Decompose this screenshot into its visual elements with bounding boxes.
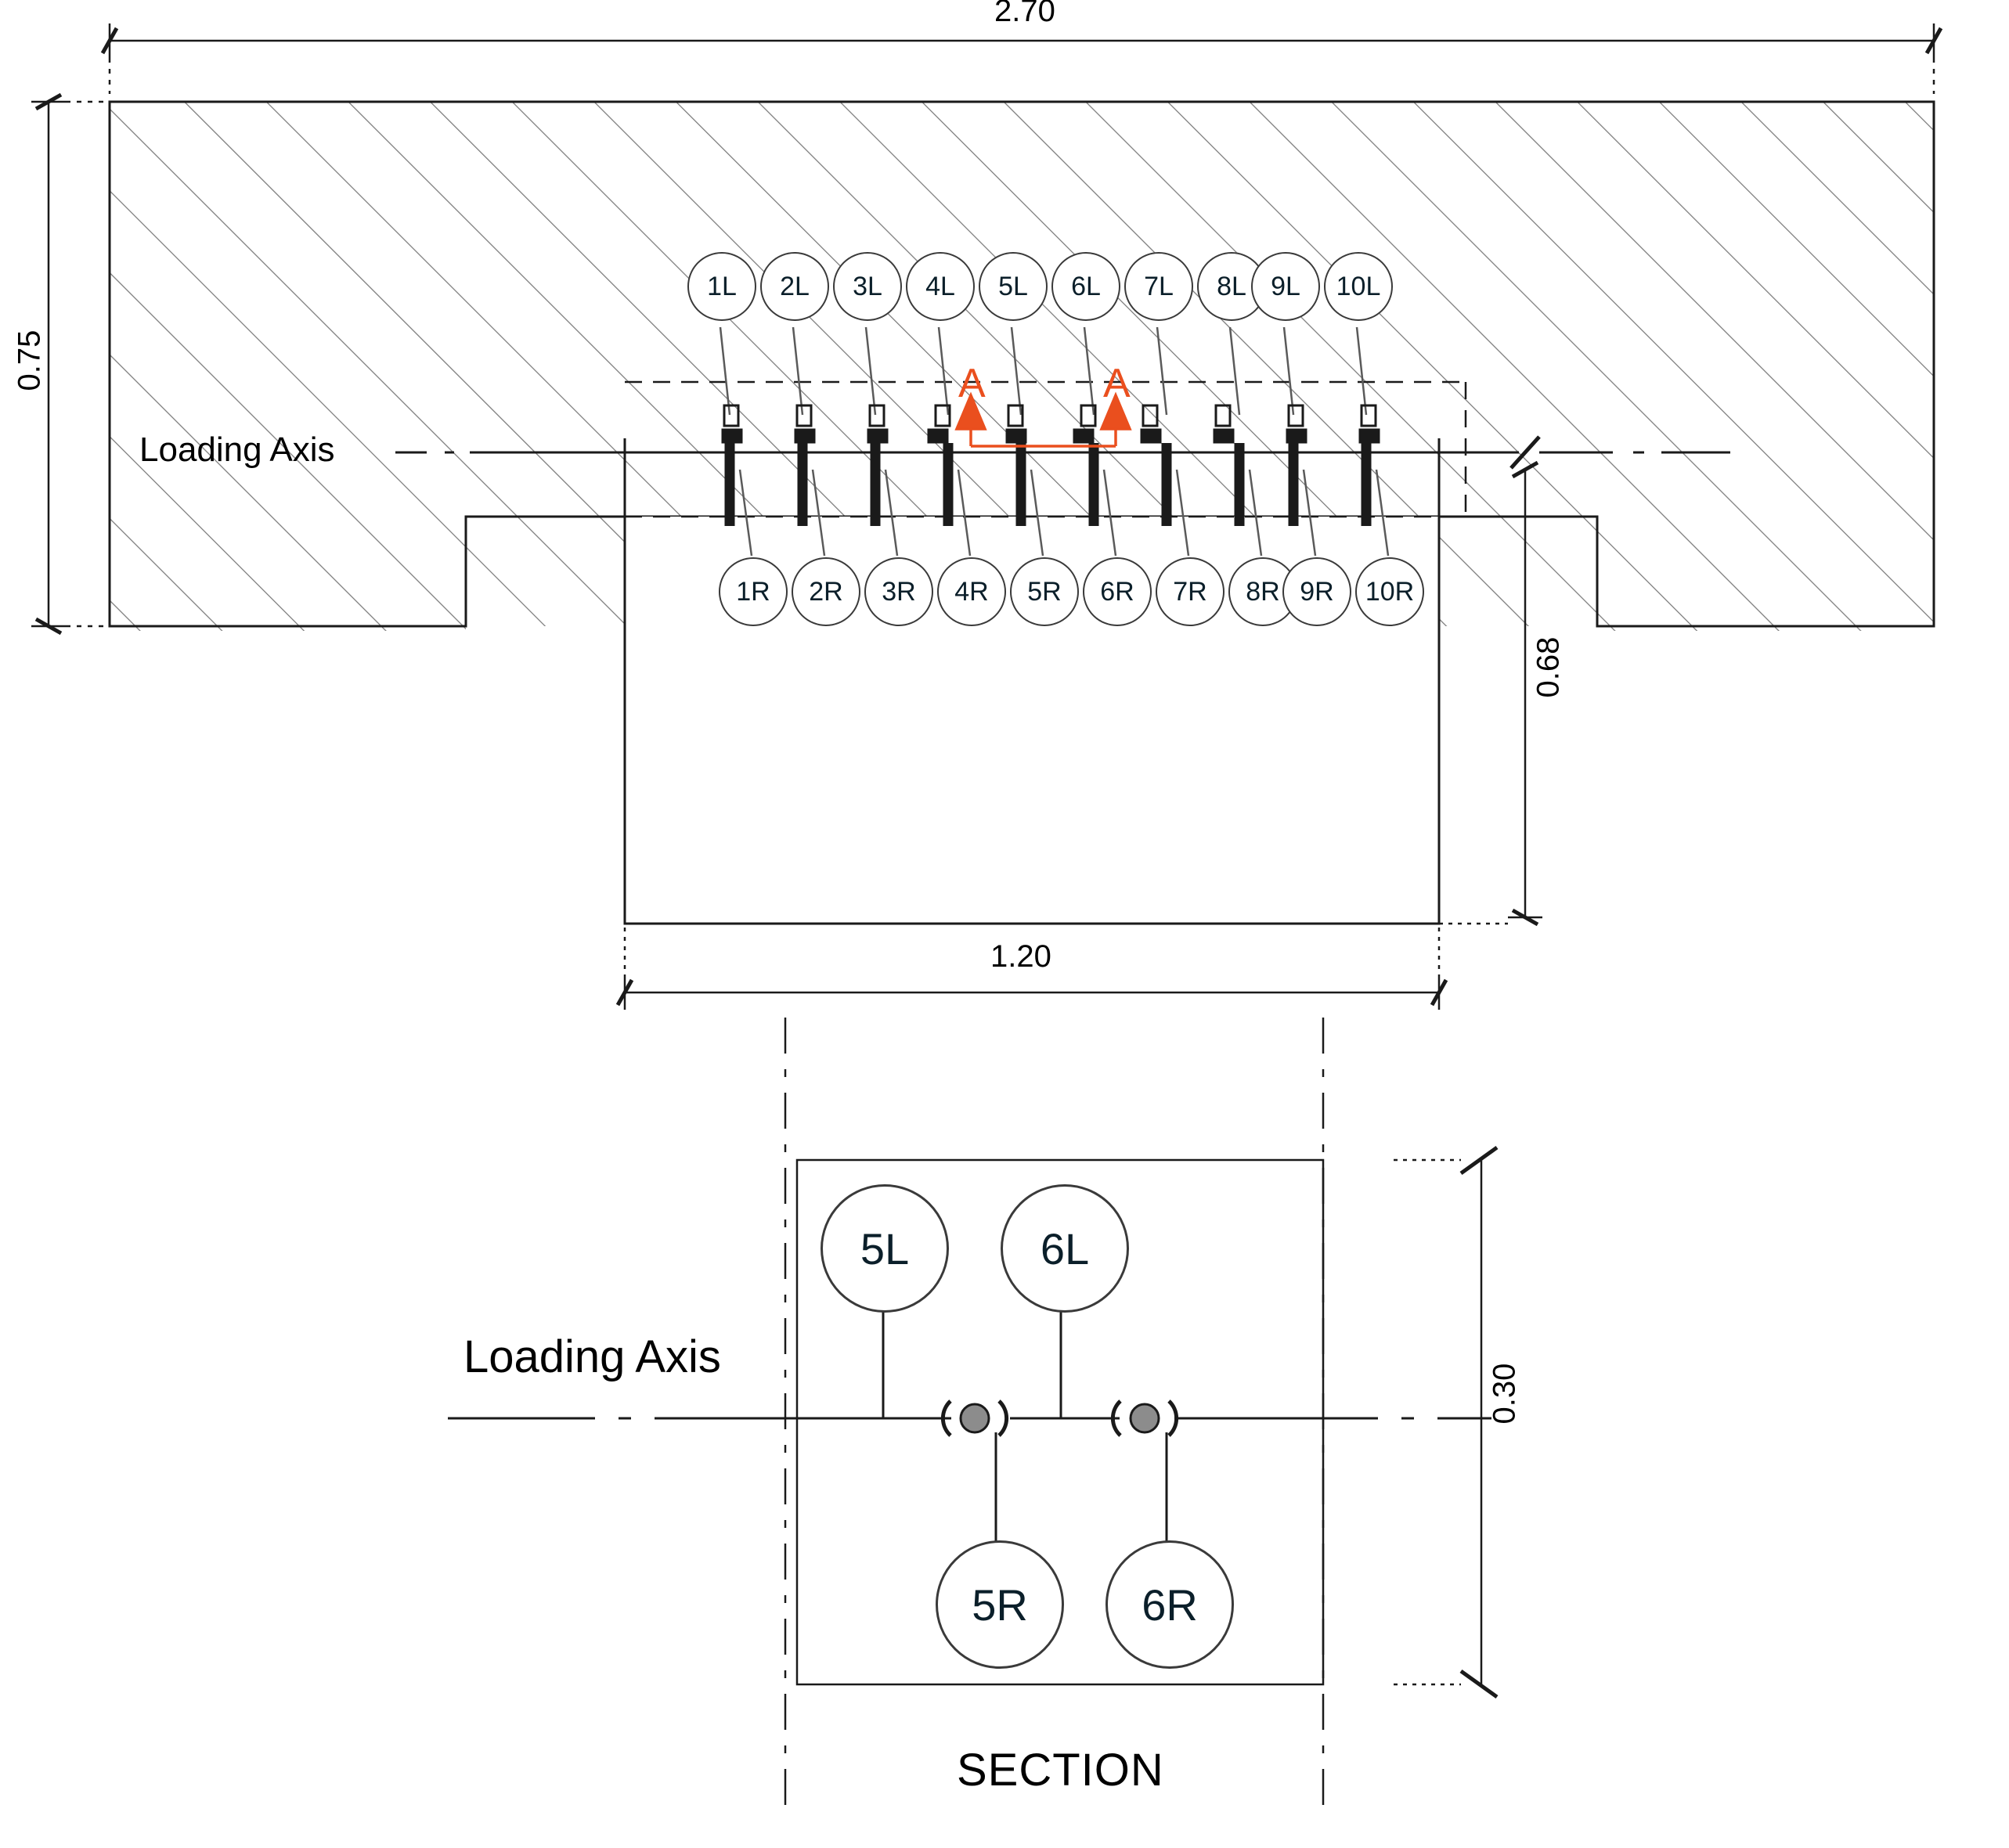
gauge-tag-3R[interactable]: 3R (864, 557, 933, 626)
gauge-tag-6L[interactable]: 6L (1051, 252, 1120, 321)
section-vertical-guides (785, 1018, 1323, 1816)
gauge-tag-2L[interactable]: 2L (760, 252, 829, 321)
section-gauge-leaders (883, 1299, 1167, 1546)
gauge-tag-2R[interactable]: 2R (792, 557, 860, 626)
dimension-section-height-value: 0.30 (1487, 1363, 1522, 1425)
gauge-tag-10L[interactable]: 10L (1324, 252, 1393, 321)
gauge-tag-3L[interactable]: 3L (833, 252, 902, 321)
section-gauge-tag-6R[interactable]: 6R (1105, 1540, 1234, 1669)
gauge-tag-1R[interactable]: 1R (719, 557, 788, 626)
gauge-tag-6R[interactable]: 6R (1083, 557, 1152, 626)
gauge-tag-10R[interactable]: 10R (1355, 557, 1424, 626)
section-view-title: SECTION (957, 1745, 1164, 1796)
gauge-tag-5L[interactable]: 5L (979, 252, 1048, 321)
gauge-tag-8R[interactable]: 8R (1228, 557, 1297, 626)
section-gauge-tag-6L[interactable]: 6L (1001, 1184, 1129, 1313)
dimension-top-width-value: 2.70 (994, 0, 1055, 28)
gauge-tag-7L[interactable]: 7L (1124, 252, 1193, 321)
section-mark-left-label: A (958, 361, 986, 406)
gauge-tag-7R[interactable]: 7R (1156, 557, 1225, 626)
loading-axis-label-section: Loading Axis (463, 1331, 721, 1382)
gauge-tag-9L[interactable]: 9L (1251, 252, 1320, 321)
section-mark-right-label: A (1103, 361, 1131, 406)
gauge-tag-1L[interactable]: 1L (687, 252, 756, 321)
gauge-tag-4R[interactable]: 4R (937, 557, 1006, 626)
dimension-web-depth-value: 0.68 (1531, 636, 1566, 698)
section-gauge-tag-5R[interactable]: 5R (936, 1540, 1064, 1669)
gauge-tag-4L[interactable]: 4L (906, 252, 975, 321)
loading-axis-label-plan: Loading Axis (139, 430, 335, 469)
dimension-top-width (103, 23, 1941, 94)
dimension-slab-depth-value: 0.75 (12, 330, 47, 391)
gauge-tag-5R[interactable]: 5R (1010, 557, 1079, 626)
gauge-tag-8L[interactable]: 8L (1197, 252, 1266, 321)
dimension-web-width-value: 1.20 (990, 939, 1051, 974)
dimension-section-height (1394, 1147, 1497, 1697)
gauge-tag-9R[interactable]: 9R (1282, 557, 1351, 626)
section-gauge-tag-5L[interactable]: 5L (821, 1184, 949, 1313)
